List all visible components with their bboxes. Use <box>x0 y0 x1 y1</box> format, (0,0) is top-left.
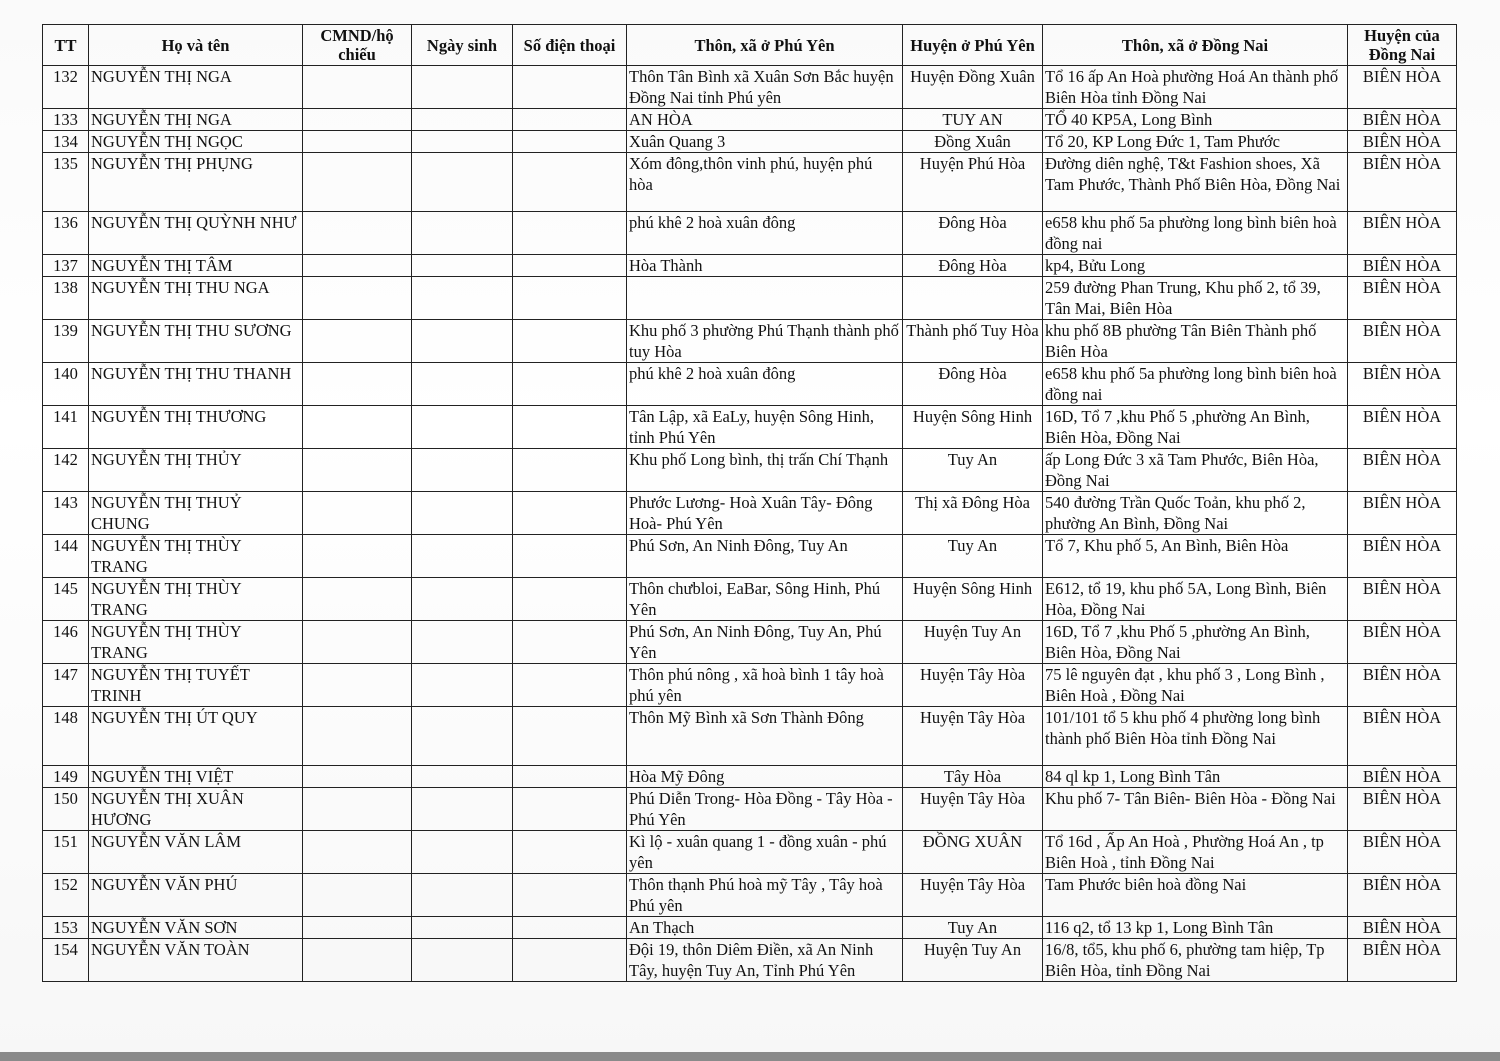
cell-district-dn: BIÊN HÒA <box>1348 449 1457 492</box>
cell-village-py: Hòa Thành <box>627 255 903 277</box>
cell-village-py: Thôn Mỹ Bình xã Sơn Thành Đông <box>627 707 903 766</box>
cell-village-py: Thôn Tân Bình xã Xuân Sơn Bắc huyện Đồng Nai tỉnh Phú yên <box>627 66 903 109</box>
cell-dob <box>412 535 513 578</box>
cell-name: NGUYỄN THỊ THU THANH <box>89 363 303 406</box>
cell-dob <box>412 788 513 831</box>
cell-district-dn: BIÊN HÒA <box>1348 831 1457 874</box>
table-row <box>43 109 1457 131</box>
cell-id <box>303 766 412 788</box>
cell-district-py: Thị xã Đông Hòa <box>903 492 1043 535</box>
cell-dob <box>412 212 513 255</box>
cell-district-py <box>903 277 1043 320</box>
cell-dob <box>412 320 513 363</box>
header-tt: TT <box>43 25 89 66</box>
cell-name: NGUYỄN THỊ ÚT QUY <box>89 707 303 766</box>
cell-id <box>303 277 412 320</box>
cell-phone <box>513 320 627 363</box>
cell-district-dn: BIÊN HÒA <box>1348 664 1457 707</box>
cell-id <box>303 66 412 109</box>
cell-id <box>303 535 412 578</box>
cell-dob <box>412 578 513 621</box>
cell-district-py: Đông Hòa <box>903 212 1043 255</box>
header-row <box>43 25 1457 66</box>
cell-name: NGUYỄN THỊ THU NGA <box>89 277 303 320</box>
cell-name: NGUYỄN VĂN LÂM <box>89 831 303 874</box>
cell-village-dn: 75 lê nguyên đạt , khu phố 3 , Long Bình , Biên Hoà , Đồng Nai <box>1043 664 1348 707</box>
cell-tt: 151 <box>43 831 89 874</box>
cell-phone <box>513 363 627 406</box>
cell-village-dn: Đường diên nghệ, T&t Fashion shoes, Xã Tam Phước, Thành Phố Biên Hòa, Đồng Nai <box>1043 153 1348 212</box>
cell-id <box>303 363 412 406</box>
cell-id <box>303 131 412 153</box>
cell-village-py: Thôn thạnh Phú hoà mỹ Tây , Tây hoà Phú yên <box>627 874 903 917</box>
cell-name: NGUYỄN THỊ THÙY TRANG <box>89 578 303 621</box>
cell-phone <box>513 939 627 982</box>
cell-district-py: Thành phố Tuy Hòa <box>903 320 1043 363</box>
cell-dob <box>412 363 513 406</box>
cell-phone <box>513 917 627 939</box>
cell-tt: 132 <box>43 66 89 109</box>
cell-dob <box>412 153 513 212</box>
cell-tt: 133 <box>43 109 89 131</box>
cell-district-py: Huyện Tây Hòa <box>903 664 1043 707</box>
cell-district-dn: BIÊN HÒA <box>1348 492 1457 535</box>
cell-village-dn: Tổ 20, KP Long Đức 1, Tam Phước <box>1043 131 1348 153</box>
cell-id <box>303 788 412 831</box>
cell-district-dn: BIÊN HÒA <box>1348 578 1457 621</box>
table-row <box>43 874 1457 917</box>
table-row <box>43 621 1457 664</box>
cell-phone <box>513 621 627 664</box>
cell-village-dn: Tam Phước biên hoà đồng Nai <box>1043 874 1348 917</box>
cell-dob <box>412 707 513 766</box>
cell-district-dn: BIÊN HÒA <box>1348 939 1457 982</box>
cell-district-py: Tây Hòa <box>903 766 1043 788</box>
cell-phone <box>513 153 627 212</box>
cell-tt: 143 <box>43 492 89 535</box>
cell-village-py: Hòa Mỹ Đông <box>627 766 903 788</box>
cell-district-dn: BIÊN HÒA <box>1348 874 1457 917</box>
cell-phone <box>513 212 627 255</box>
cell-name: NGUYỄN VĂN TOÀN <box>89 939 303 982</box>
cell-district-py: Đông Hòa <box>903 363 1043 406</box>
cell-id <box>303 917 412 939</box>
cell-district-dn: BIÊN HÒA <box>1348 621 1457 664</box>
cell-village-py: Thôn chưbloi, EaBar, Sông Hinh, Phú Yên <box>627 578 903 621</box>
cell-tt: 154 <box>43 939 89 982</box>
table-row <box>43 831 1457 874</box>
cell-village-py: Đội 19, thôn Diêm Điền, xã An Ninh Tây, huyện Tuy An, Tỉnh Phú Yên <box>627 939 903 982</box>
cell-district-py: Tuy An <box>903 535 1043 578</box>
table-row <box>43 939 1457 982</box>
cell-village-dn: khu phố 8B phường Tân Biên Thành phố Biên Hòa <box>1043 320 1348 363</box>
cell-tt: 145 <box>43 578 89 621</box>
cell-id <box>303 153 412 212</box>
cell-name: NGUYỄN THỊ THƯƠNG <box>89 406 303 449</box>
cell-village-py: An Thạch <box>627 917 903 939</box>
cell-id <box>303 449 412 492</box>
cell-village-dn: Tổ 7, Khu phố 5, An Bình, Biên Hòa <box>1043 535 1348 578</box>
cell-phone <box>513 277 627 320</box>
cell-village-dn: 540 đường Trần Quốc Toản, khu phố 2, phường An Bình, Đồng Nai <box>1043 492 1348 535</box>
cell-tt: 141 <box>43 406 89 449</box>
cell-phone <box>513 664 627 707</box>
table-row <box>43 664 1457 707</box>
cell-district-dn: BIÊN HÒA <box>1348 766 1457 788</box>
cell-name: NGUYỄN THỊ THÙY TRANG <box>89 535 303 578</box>
cell-district-py: Huyện Sông Hinh <box>903 406 1043 449</box>
cell-district-dn: BIÊN HÒA <box>1348 109 1457 131</box>
cell-tt: 140 <box>43 363 89 406</box>
cell-village-py: Thôn phú nông , xã hoà bình 1 tây hoà phú yên <box>627 664 903 707</box>
cell-village-dn: E612, tổ 19, khu phố 5A, Long Bình, Biên Hòa, Đồng Nai <box>1043 578 1348 621</box>
cell-district-py: Huyện Tuy An <box>903 939 1043 982</box>
cell-name: NGUYỄN THỊ THU SƯƠNG <box>89 320 303 363</box>
header-id: CMND/hộ chiếu <box>303 25 412 66</box>
cell-district-dn: BIÊN HÒA <box>1348 320 1457 363</box>
cell-district-py: Huyện Tây Hòa <box>903 874 1043 917</box>
cell-dob <box>412 831 513 874</box>
cell-village-dn: 16D, Tổ 7 ,khu Phố 5 ,phường An Bình, Biên Hòa, Đồng Nai <box>1043 621 1348 664</box>
cell-village-py: phú khê 2 hoà xuân đông <box>627 212 903 255</box>
table-row <box>43 492 1457 535</box>
cell-dob <box>412 109 513 131</box>
cell-dob <box>412 917 513 939</box>
table-row <box>43 277 1457 320</box>
cell-tt: 144 <box>43 535 89 578</box>
cell-village-py: Phú Sơn, An Ninh Đông, Tuy An, Phú Yên <box>627 621 903 664</box>
cell-id <box>303 621 412 664</box>
cell-name: NGUYỄN THỊ TUYẾT TRINH <box>89 664 303 707</box>
cell-district-dn: BIÊN HÒA <box>1348 707 1457 766</box>
cell-name: NGUYỄN THỊ XUÂN HƯƠNG <box>89 788 303 831</box>
residents-table <box>42 24 1457 982</box>
cell-id <box>303 939 412 982</box>
table-row <box>43 255 1457 277</box>
cell-phone <box>513 766 627 788</box>
table-row <box>43 363 1457 406</box>
cell-id <box>303 831 412 874</box>
cell-village-py <box>627 277 903 320</box>
table-row <box>43 153 1457 212</box>
cell-tt: 150 <box>43 788 89 831</box>
cell-district-py: TUY AN <box>903 109 1043 131</box>
cell-district-py: Huyện Tây Hòa <box>903 788 1043 831</box>
cell-name: NGUYỄN THỊ NGA <box>89 109 303 131</box>
cell-tt: 137 <box>43 255 89 277</box>
table-row <box>43 406 1457 449</box>
cell-district-dn: BIÊN HÒA <box>1348 363 1457 406</box>
cell-district-py: Huyện Tây Hòa <box>903 707 1043 766</box>
cell-village-py: Tân Lập, xã EaLy, huyện Sông Hinh, tỉnh Phú Yên <box>627 406 903 449</box>
cell-name: NGUYỄN THỊ NGỌC <box>89 131 303 153</box>
cell-village-dn: 259 đường Phan Trung, Khu phố 2, tổ 39, Tân Mai, Biên Hòa <box>1043 277 1348 320</box>
cell-village-py: AN HÒA <box>627 109 903 131</box>
header-village-dn: Thôn, xã ở Đồng Nai <box>1043 25 1348 66</box>
cell-tt: 135 <box>43 153 89 212</box>
cell-phone <box>513 707 627 766</box>
cell-district-py: Huyện Tuy An <box>903 621 1043 664</box>
scan-bottom-edge <box>0 1052 1500 1061</box>
cell-tt: 147 <box>43 664 89 707</box>
cell-dob <box>412 449 513 492</box>
cell-village-dn: 84 ql kp 1, Long Bình Tân <box>1043 766 1348 788</box>
cell-name: NGUYỄN THỊ NGA <box>89 66 303 109</box>
cell-district-dn: BIÊN HÒA <box>1348 277 1457 320</box>
header-district-dn: Huyện của Đồng Nai <box>1348 25 1457 66</box>
header-village-py: Thôn, xã ở Phú Yên <box>627 25 903 66</box>
cell-district-py: Tuy An <box>903 449 1043 492</box>
cell-tt: 148 <box>43 707 89 766</box>
cell-name: NGUYỄN THỊ THUỶ CHUNG <box>89 492 303 535</box>
cell-village-py: Khu phố Long bình, thị trấn Chí Thạnh <box>627 449 903 492</box>
cell-dob <box>412 664 513 707</box>
cell-phone <box>513 874 627 917</box>
cell-phone <box>513 66 627 109</box>
table-row <box>43 578 1457 621</box>
cell-name: NGUYỄN THỊ THÙY TRANG <box>89 621 303 664</box>
cell-tt: 134 <box>43 131 89 153</box>
cell-dob <box>412 131 513 153</box>
cell-dob <box>412 255 513 277</box>
cell-id <box>303 406 412 449</box>
cell-dob <box>412 66 513 109</box>
cell-district-dn: BIÊN HÒA <box>1348 788 1457 831</box>
cell-id <box>303 492 412 535</box>
cell-tt: 138 <box>43 277 89 320</box>
cell-district-py: Tuy An <box>903 917 1043 939</box>
cell-phone <box>513 492 627 535</box>
cell-village-py: Kì lộ - xuân quang 1 - đồng xuân - phú yên <box>627 831 903 874</box>
cell-village-dn: 116 q2, tổ 13 kp 1, Long Bình Tân <box>1043 917 1348 939</box>
cell-name: NGUYỄN THỊ PHỤNG <box>89 153 303 212</box>
cell-village-dn: e658 khu phố 5a phường long bình biên hoà đồng nai <box>1043 212 1348 255</box>
cell-phone <box>513 449 627 492</box>
cell-district-dn: BIÊN HÒA <box>1348 153 1457 212</box>
cell-tt: 136 <box>43 212 89 255</box>
cell-village-dn: 16D, Tổ 7 ,khu Phố 5 ,phường An Bình, Biên Hòa, Đồng Nai <box>1043 406 1348 449</box>
cell-village-dn: kp4, Bửu Long <box>1043 255 1348 277</box>
header-name: Họ và tên <box>89 25 303 66</box>
cell-tt: 146 <box>43 621 89 664</box>
cell-id <box>303 874 412 917</box>
cell-id <box>303 664 412 707</box>
cell-district-dn: BIÊN HÒA <box>1348 212 1457 255</box>
cell-tt: 142 <box>43 449 89 492</box>
table-row <box>43 131 1457 153</box>
cell-district-dn: BIÊN HÒA <box>1348 917 1457 939</box>
header-district-py: Huyện ở Phú Yên <box>903 25 1043 66</box>
cell-name: NGUYỄN VĂN PHÚ <box>89 874 303 917</box>
cell-dob <box>412 277 513 320</box>
cell-district-dn: BIÊN HÒA <box>1348 406 1457 449</box>
cell-dob <box>412 621 513 664</box>
table-row <box>43 788 1457 831</box>
cell-phone <box>513 406 627 449</box>
cell-village-dn: ấp Long Đức 3 xã Tam Phước, Biên Hòa, Đồng Nai <box>1043 449 1348 492</box>
cell-village-dn: e658 khu phố 5a phường long bình biên hoà đồng nai <box>1043 363 1348 406</box>
cell-phone <box>513 109 627 131</box>
cell-village-py: Phú Diễn Trong- Hòa Đồng - Tây Hòa - Phú Yên <box>627 788 903 831</box>
cell-name: NGUYỄN THỊ QUỲNH NHƯ <box>89 212 303 255</box>
cell-phone <box>513 131 627 153</box>
cell-district-dn: BIÊN HÒA <box>1348 131 1457 153</box>
cell-dob <box>412 406 513 449</box>
cell-village-dn: TỔ 40 KP5A, Long Bình <box>1043 109 1348 131</box>
cell-village-dn: Khu phố 7- Tân Biên- Biên Hòa - Đồng Nai <box>1043 788 1348 831</box>
cell-district-dn: BIÊN HÒA <box>1348 535 1457 578</box>
cell-phone <box>513 831 627 874</box>
table-row <box>43 212 1457 255</box>
cell-district-dn: BIÊN HÒA <box>1348 255 1457 277</box>
cell-village-dn: Tổ 16d , Ấp An Hoà , Phường Hoá An , tp Biên Hoà , tỉnh Đồng Nai <box>1043 831 1348 874</box>
cell-village-dn: 16/8, tổ5, khu phố 6, phường tam hiệp, Tp Biên Hòa, tỉnh Đồng Nai <box>1043 939 1348 982</box>
table-body <box>43 66 1457 982</box>
cell-phone <box>513 578 627 621</box>
cell-name: NGUYỄN VĂN SƠN <box>89 917 303 939</box>
cell-village-py: Xuân Quang 3 <box>627 131 903 153</box>
cell-district-py: Đồng Xuân <box>903 131 1043 153</box>
table-row <box>43 766 1457 788</box>
cell-tt: 153 <box>43 917 89 939</box>
cell-id <box>303 212 412 255</box>
cell-village-dn: 101/101 tổ 5 khu phố 4 phường long bình thành phố Biên Hòa tỉnh Đồng Nai <box>1043 707 1348 766</box>
header-dob: Ngày sinh <box>412 25 513 66</box>
cell-dob <box>412 492 513 535</box>
table-row <box>43 707 1457 766</box>
cell-village-py: Khu phố 3 phường Phú Thạnh thành phố tuy Hòa <box>627 320 903 363</box>
cell-district-py: Huyện Phú Hòa <box>903 153 1043 212</box>
cell-village-py: phú khê 2 hoà xuân đông <box>627 363 903 406</box>
cell-district-py: Huyện Đồng Xuân <box>903 66 1043 109</box>
cell-village-py: Phú Sơn, An Ninh Đông, Tuy An <box>627 535 903 578</box>
cell-district-py: Huyện Sông Hinh <box>903 578 1043 621</box>
cell-id <box>303 707 412 766</box>
cell-dob <box>412 939 513 982</box>
table-row <box>43 320 1457 363</box>
cell-district-py: ĐỒNG XUÂN <box>903 831 1043 874</box>
cell-id <box>303 578 412 621</box>
table-row <box>43 917 1457 939</box>
cell-name: NGUYỄN THỊ THỦY <box>89 449 303 492</box>
cell-phone <box>513 788 627 831</box>
cell-name: NGUYỄN THỊ VIỆT <box>89 766 303 788</box>
cell-village-py: Xóm đông,thôn vinh phú, huyện phú hòa <box>627 153 903 212</box>
cell-dob <box>412 766 513 788</box>
table-row <box>43 449 1457 492</box>
cell-id <box>303 109 412 131</box>
table-row <box>43 66 1457 109</box>
cell-id <box>303 255 412 277</box>
cell-phone <box>513 255 627 277</box>
cell-tt: 139 <box>43 320 89 363</box>
cell-tt: 152 <box>43 874 89 917</box>
cell-name: NGUYỄN THỊ TÂM <box>89 255 303 277</box>
cell-district-py: Đông Hòa <box>903 255 1043 277</box>
cell-phone <box>513 535 627 578</box>
cell-id <box>303 320 412 363</box>
cell-village-py: Phước Lương- Hoà Xuân Tây- Đông Hoà- Phú Yên <box>627 492 903 535</box>
cell-village-dn: Tổ 16 ấp An Hoà phường Hoá An thành phố Biên Hòa tỉnh Đồng Nai <box>1043 66 1348 109</box>
header-phone: Số điện thoại <box>513 25 627 66</box>
cell-dob <box>412 874 513 917</box>
cell-tt: 149 <box>43 766 89 788</box>
table-row <box>43 535 1457 578</box>
cell-district-dn: BIÊN HÒA <box>1348 66 1457 109</box>
